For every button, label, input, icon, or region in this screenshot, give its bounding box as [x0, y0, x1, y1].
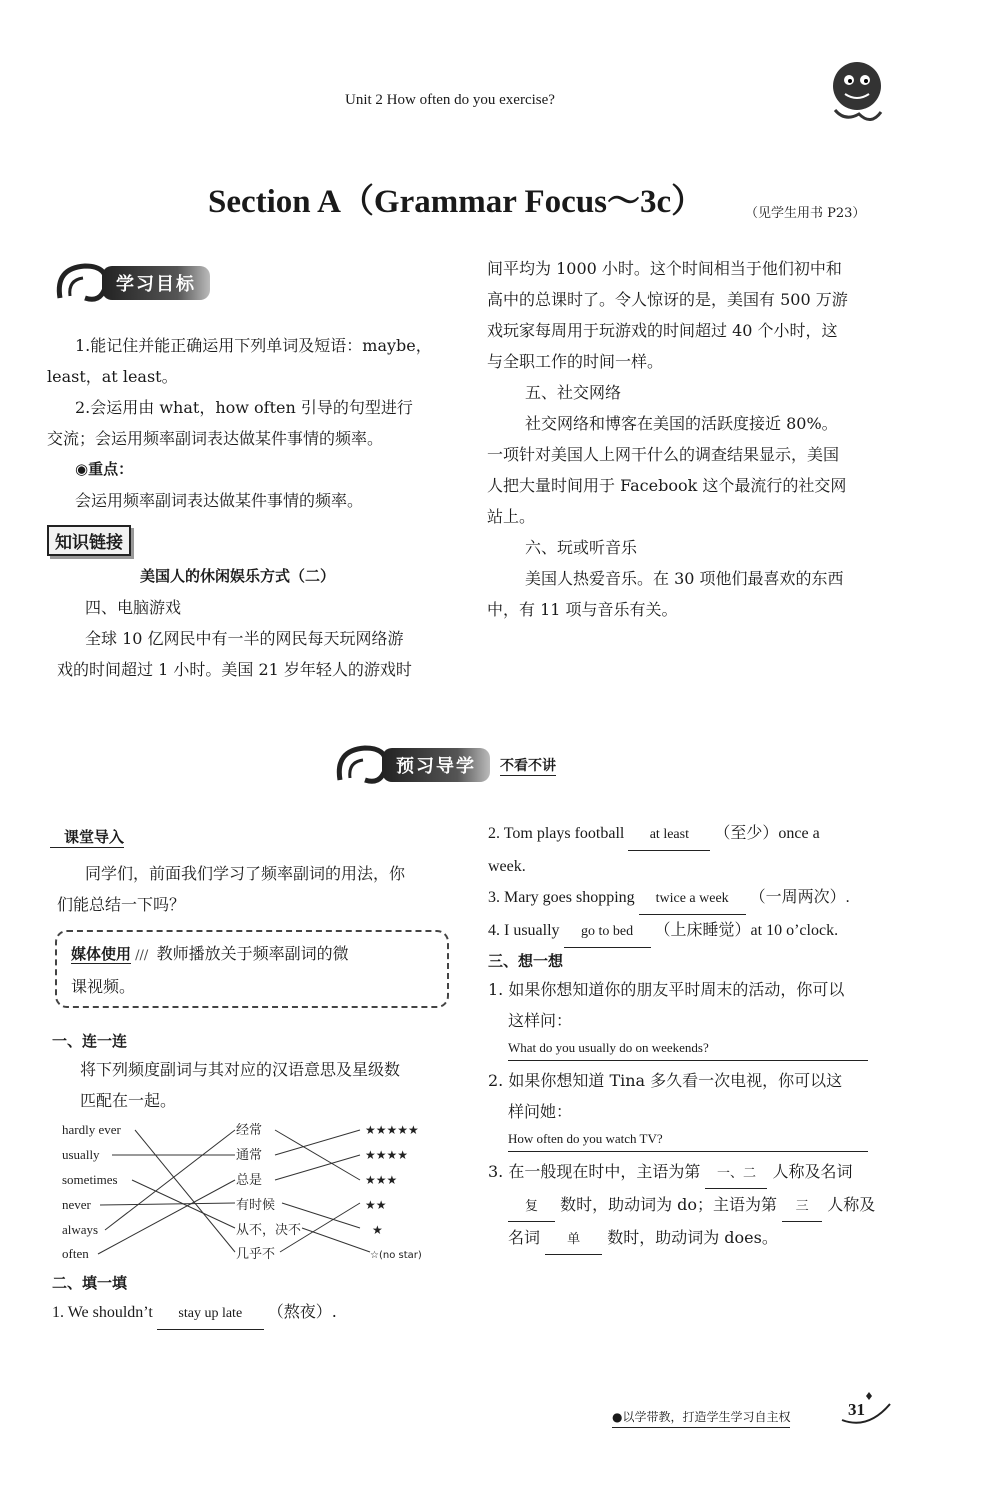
- chinese-item: 通常: [236, 1148, 263, 1163]
- chinese-item: 经常: [236, 1123, 263, 1138]
- think-q3b-answer1[interactable]: 复: [508, 1190, 555, 1222]
- think-q3c: [508, 1222, 908, 1255]
- fill-q4-answer[interactable]: go to bed: [564, 916, 651, 948]
- section-4-title: 四、电脑游戏: [85, 598, 182, 617]
- media-label: 媒体使用: [71, 945, 132, 963]
- preview-banner: [330, 740, 556, 790]
- knowledge-r9: 美国人热爱音乐。在 30 项他们最喜欢的东西: [525, 569, 844, 588]
- think-q3b-answer2[interactable]: 三: [782, 1190, 822, 1222]
- class-intro-label: 课堂导入: [50, 826, 124, 848]
- knowledge-link-tag: 知识链接: [47, 525, 131, 556]
- chinese-item: 从不，决不: [236, 1223, 302, 1238]
- chinese-item: 几乎不: [236, 1247, 276, 1262]
- banner-label: 预习导学: [382, 748, 490, 782]
- star-rating: ★: [372, 1223, 383, 1237]
- fill-q1: [52, 1296, 462, 1330]
- fill-q2: [488, 818, 908, 851]
- book-reference: （见学生用书 P23）: [745, 206, 866, 221]
- banner-label: 学习目标: [102, 266, 210, 300]
- think-q1a: 1. 如果你想知道你的朋友平时周末的活动，你可以: [488, 980, 845, 999]
- fill-q2-cont: week.: [488, 858, 526, 875]
- media-box: 媒体使用 /// 教师播放关于频率副词的微 课视频。: [55, 930, 449, 1008]
- goal-2a: 2.会运用由 what，how often 引导的句型进行: [75, 398, 413, 417]
- match-heading: 一、连一连: [52, 1032, 128, 1050]
- chinese-item: 总是: [236, 1173, 263, 1188]
- knowledge-r8: 站上。: [487, 507, 536, 526]
- goal-2b: 交流；会运用频率副词表达做某件事情的频率。: [47, 429, 384, 448]
- think-a2[interactable]: How often do you watch TV?: [508, 1127, 868, 1152]
- think-q3a-pre: 3. 在一般现在时中，主语为第: [488, 1162, 701, 1181]
- star-rating: ★★★: [365, 1173, 398, 1187]
- fill-q3-answer[interactable]: twice a week: [639, 883, 746, 915]
- english-item: sometimes: [62, 1172, 118, 1187]
- english-item: never: [62, 1197, 91, 1212]
- match-t1: 将下列频度副词与其对应的汉语意思及星级数: [80, 1060, 401, 1079]
- think-q2b: 样问她：: [508, 1102, 573, 1121]
- knowledge-p2: 戏的时间超过 1 小时。美国 21 岁年轻人的游戏时: [57, 660, 412, 679]
- fill-q2-post: （至少）once a: [714, 825, 820, 842]
- think-q3b-mid: 数时，助动词为 do；主语为第: [560, 1195, 778, 1214]
- think-q1b: 这样问：: [508, 1011, 573, 1030]
- think-q3a-post: 人称及名词: [772, 1162, 853, 1181]
- english-item: always: [62, 1222, 99, 1237]
- media-t2: 课视频。: [71, 977, 136, 996]
- learning-goals-banner: [50, 258, 210, 308]
- knowledge-r1: 间平均为 1000 小时。这个时间相当于他们初中和: [487, 259, 842, 278]
- star-rating: ★★★★: [365, 1148, 409, 1162]
- knowledge-r4: 与全职工作的时间一样。: [487, 352, 664, 371]
- media-t1: 教师播放关于频率副词的微: [156, 944, 349, 963]
- fill-q2-answer[interactable]: at least: [628, 819, 710, 851]
- think-a1[interactable]: What do you usually do on weekends?: [508, 1036, 868, 1061]
- match-t2: 匹配在一起。: [80, 1091, 177, 1110]
- knowledge-left: [57, 592, 467, 685]
- fill-q4: [488, 915, 908, 948]
- think-q3b-post: 人称及: [827, 1195, 876, 1214]
- star-rating: ☆(no star): [370, 1250, 422, 1261]
- fill-right: [488, 818, 908, 948]
- fill-q4-post: （上床睡觉）at 10 o’clock.: [654, 922, 839, 939]
- english-item: usually: [62, 1147, 100, 1162]
- knowledge-r10: 中，有 11 项与音乐有关。: [487, 600, 678, 619]
- knowledge-r3: 戏玩家每周用于玩游戏的时间超过 40 个小时，这: [487, 321, 838, 340]
- think-q3a-answer[interactable]: 一、二: [705, 1157, 767, 1189]
- think-q2a: 2. 如果你想知道 Tina 多久看一次电视，你可以这: [488, 1071, 843, 1090]
- match-instructions: [52, 1054, 462, 1116]
- fill-q1-post: （熬夜）.: [267, 1302, 337, 1321]
- key-point-text: 会运用频率副词表达做某件事情的频率。: [75, 491, 364, 510]
- think-q3c-answer[interactable]: 单: [545, 1223, 602, 1255]
- class-intro-t2: 们能总结一下吗？: [57, 895, 186, 914]
- fill-q1-pre: 1. We shouldn’t: [52, 1304, 153, 1321]
- footer-slogan: ●以学带教，打造学生学习自主权: [612, 1408, 790, 1428]
- fill-q4-pre: 4. I usually: [488, 922, 560, 939]
- english-item: hardly ever: [62, 1122, 121, 1137]
- knowledge-r2: 高中的总课时了。令人惊讶的是，美国有 500 万游: [487, 290, 848, 309]
- section-title: Section A（Grammar Focus～3c）: [208, 184, 705, 220]
- key-point-label: ◉重点：: [75, 460, 134, 478]
- fill-q1-answer[interactable]: stay up late: [157, 1298, 264, 1330]
- class-intro-t1: 同学们，前面我们学习了频率副词的用法，你: [85, 864, 406, 883]
- section-5-title: 五、社交网络: [525, 383, 622, 402]
- goal-1a: 1.能记住并能正确运用下列单词及短语：maybe，: [75, 336, 432, 355]
- goal-1b: least，at least。: [47, 367, 178, 386]
- knowledge-right: [487, 253, 907, 625]
- fill-q2-pre: 2. Tom plays football: [488, 825, 625, 842]
- page-number-frame-icon: [838, 1390, 898, 1430]
- knowledge-r7: 人把大量时间用于 Facebook 这个最流行的社交网: [487, 476, 847, 495]
- fill-q3: [488, 882, 908, 915]
- fill-heading: 二、填一填: [52, 1274, 128, 1292]
- knowledge-p1: 全球 10 亿网民中有一半的网民每天玩网络游: [85, 629, 404, 648]
- think-q3b: [508, 1189, 908, 1222]
- star-rating: ★★: [365, 1198, 387, 1212]
- learning-goals: [47, 330, 455, 516]
- fill-q3-post: （一周两次）.: [749, 889, 850, 906]
- english-item: often: [62, 1246, 89, 1261]
- knowledge-r6: 一项针对美国人上网干什么的调查结果显示，美国: [487, 445, 840, 464]
- fill-q3-pre: 3. Mary goes shopping: [488, 889, 635, 906]
- section-6-title: 六、玩或听音乐: [525, 538, 638, 557]
- think-q3c-pre: 名词: [508, 1228, 541, 1247]
- mascot-icon: [815, 50, 895, 130]
- think-q3a: [488, 1156, 908, 1189]
- think-questions: [488, 974, 908, 1255]
- star-rating: ★★★★★: [365, 1123, 419, 1137]
- class-intro-text: [57, 858, 467, 920]
- knowledge-r5: 社交网络和博客在美国的活跃度接近 80%。: [525, 414, 838, 433]
- think-q3c-post: 数时，助动词为 does。: [607, 1228, 778, 1247]
- matching-diagram: [50, 1115, 470, 1265]
- page-number: 31: [848, 1400, 865, 1419]
- knowledge-heading: 美国人的休闲娱乐方式（二）: [140, 567, 336, 585]
- chinese-item: 有时候: [236, 1198, 276, 1213]
- running-header: Unit 2 How often do you exercise?: [345, 92, 555, 108]
- think-heading: 三、想一想: [488, 952, 564, 970]
- preview-note: 不看不讲: [500, 755, 556, 776]
